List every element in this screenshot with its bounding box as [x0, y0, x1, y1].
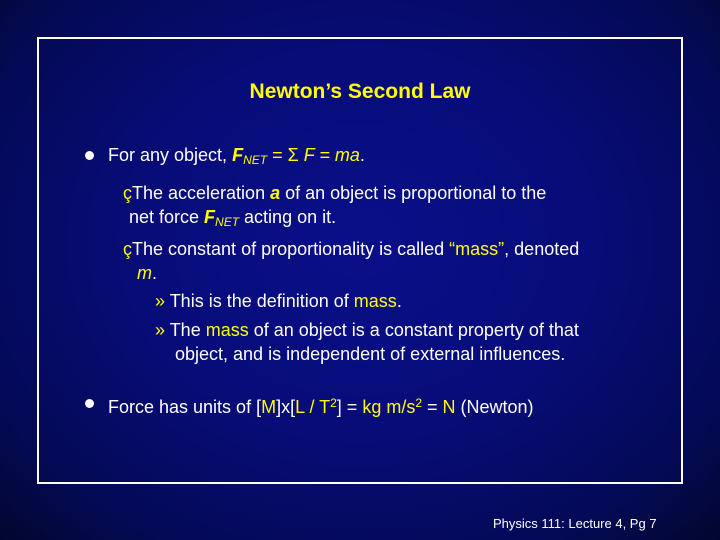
slide-title: Newton’s Second Law: [249, 80, 471, 103]
acceleration-symbol: a: [270, 183, 281, 203]
sigma-symbol: Σ: [287, 145, 299, 165]
bullet-1-text: For any object,: [108, 145, 233, 165]
period: .: [359, 145, 365, 165]
sub-bullet-2-line-2: [137, 261, 157, 285]
bullet-2-text-a: Force has units of [: [108, 397, 262, 417]
bullet-dot-2: [85, 399, 94, 408]
subsub-1-text-b: .: [396, 291, 402, 311]
sub-1-text-a: The acceleration: [132, 183, 271, 203]
force-symbol-2: F: [204, 207, 216, 227]
equation-rest: F = ma: [298, 145, 360, 165]
unit-L-over-T: L / T: [295, 397, 331, 417]
net-subscript: NET: [243, 153, 268, 167]
mass-symbol: m: [137, 263, 152, 283]
chevron-bullet-icon: »: [155, 320, 166, 340]
unit-N: N: [442, 397, 456, 417]
subsub-1-text-a: This is the definition of: [165, 291, 354, 311]
exponent-2b: 2: [415, 396, 423, 410]
bullet-2-text-c: ] =: [336, 397, 363, 417]
sub-1-text-d: acting on it.: [239, 207, 337, 227]
subsub-2-text-b: of an object is a constant property of that: [248, 320, 579, 340]
sub-1-text-b: of an object is proportional to the: [280, 183, 547, 203]
subsub-2-text-a: The: [165, 320, 206, 340]
force-symbol: F: [232, 145, 244, 165]
bullet-2-text-b: ]x[: [276, 397, 296, 417]
bullet-1: [108, 143, 365, 172]
exponent-2: 2: [330, 396, 337, 410]
arrow-bullet-icon: ç: [123, 183, 132, 203]
sub-bullet-1-line-2: [129, 205, 336, 234]
sub-2-text-b: , denoted: [504, 239, 580, 259]
mass-quoted: “mass”: [449, 239, 505, 259]
sub-bullet-1-line-1: [123, 181, 546, 205]
mass-word: mass: [353, 291, 397, 311]
bullet-2-text-d: =: [422, 397, 443, 417]
sub-2-text-a: The constant of proportionality is called: [132, 239, 450, 259]
equals-sign: =: [267, 145, 288, 165]
bullet-dot-1: [85, 151, 94, 160]
slide-footer: Physics 111: Lecture 4, Pg 7: [493, 516, 657, 531]
sub-sub-bullet-2-line-2: [175, 342, 565, 366]
bullet-2: [108, 391, 534, 419]
unit-kg-m-s: kg m/s: [362, 397, 416, 417]
bullet-2-text-e: (Newton): [455, 397, 534, 417]
sub-bullet-2-line-1: [123, 237, 579, 261]
period: .: [152, 263, 158, 283]
unit-M: M: [261, 397, 277, 417]
sub-sub-bullet-1: [155, 289, 402, 313]
chevron-bullet-icon: »: [155, 291, 166, 311]
subsub-2-text-c: object, and is independent of external influences.: [175, 344, 566, 364]
sub-1-text-c: net force: [129, 207, 205, 227]
arrow-bullet-icon: ç: [123, 239, 132, 259]
net-subscript-2: NET: [215, 215, 240, 229]
mass-word-2: mass: [205, 320, 249, 340]
sub-sub-bullet-2-line-1: [155, 318, 579, 342]
